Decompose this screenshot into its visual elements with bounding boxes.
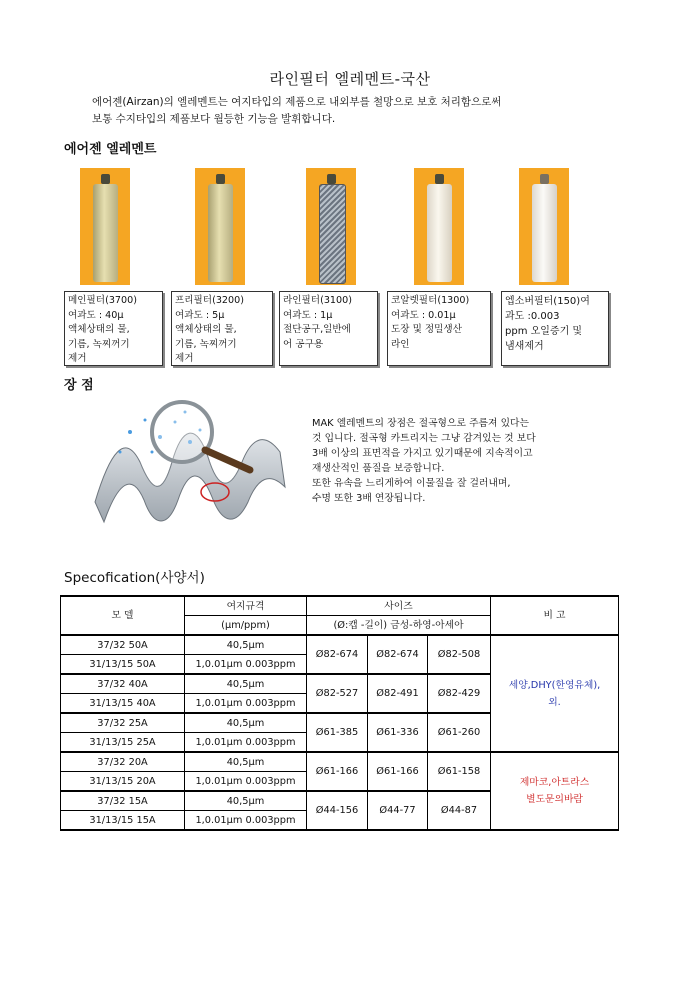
note-line: 세양,DHY(한영유체), bbox=[508, 679, 601, 691]
filter-cylinder bbox=[93, 184, 118, 282]
filter-cap bbox=[540, 174, 549, 184]
filter-cylinder bbox=[532, 184, 557, 282]
product-line: 여과도 : 0.01μ bbox=[391, 309, 456, 321]
grade-cell: 1,0.01μm 0.003ppm bbox=[185, 733, 307, 753]
product-line: 프리필터(3200) bbox=[175, 295, 244, 306]
page-title: 라인필터 엘레멘트-국산 bbox=[269, 70, 431, 88]
table-row bbox=[61, 752, 619, 772]
intro-text bbox=[92, 94, 612, 128]
model-cell: 31/13/15 20A bbox=[61, 772, 185, 792]
advantages-heading: 장 점 bbox=[64, 378, 94, 393]
size-cell: Ø61-158 bbox=[428, 752, 491, 791]
product-box bbox=[171, 291, 273, 366]
model-cell: 37/32 15A bbox=[61, 791, 185, 811]
grade-cell: 40,5μm bbox=[185, 713, 307, 733]
filter-cylinder bbox=[427, 184, 452, 282]
grade-cell: 1,0.01μm 0.003ppm bbox=[185, 694, 307, 714]
note-line: 별도문의바람 bbox=[526, 794, 583, 805]
size-cell: Ø44-77 bbox=[368, 791, 428, 830]
size-cell: Ø61-166 bbox=[368, 752, 428, 791]
grade-cell: 1,0.01μm 0.003ppm bbox=[185, 772, 307, 792]
header-size-sub: (Ø:캡 -길이) 금성-하영-아세아 bbox=[307, 616, 491, 636]
note-cell bbox=[491, 635, 619, 752]
advantages-text bbox=[312, 416, 612, 506]
advantage-line: 것 입니다. 절곡형 카트리지는 그냥 감겨있는 것 보다 bbox=[312, 433, 536, 444]
product-line: ppm 오일증기 및 bbox=[505, 326, 583, 337]
model-cell: 37/32 50A bbox=[61, 635, 185, 655]
note-line: 제마코,아트라스 bbox=[519, 777, 590, 788]
advantage-line: 재생산적인 품질을 보증합니다. bbox=[312, 463, 445, 474]
product-box bbox=[279, 291, 378, 366]
size-cell: Ø44-87 bbox=[428, 791, 491, 830]
product-box bbox=[64, 291, 163, 366]
header-size: 사이즈 bbox=[307, 596, 491, 616]
header-grade-unit: (μm/ppm) bbox=[185, 616, 307, 636]
header-grade: 여지규격 bbox=[185, 596, 307, 616]
model-cell: 31/13/15 15A bbox=[61, 811, 185, 831]
product-image bbox=[80, 168, 130, 285]
product-line: 도장 및 정밀생산 bbox=[391, 324, 462, 335]
size-cell: Ø82-429 bbox=[428, 674, 491, 713]
spec-title: Specofication(사양서) bbox=[64, 570, 205, 586]
filter-cap bbox=[101, 174, 110, 184]
product-image bbox=[306, 168, 356, 285]
product-line: 제거 bbox=[68, 353, 87, 364]
product-image bbox=[195, 168, 245, 285]
size-cell: Ø82-508 bbox=[428, 635, 491, 674]
grade-cell: 40,5μm bbox=[185, 752, 307, 772]
spec-table bbox=[60, 595, 619, 831]
product-line: 제거 bbox=[175, 353, 194, 364]
product-line: 기름, 녹찌꺼기 bbox=[175, 338, 237, 350]
product-line: 어 공구용 bbox=[283, 338, 324, 350]
grade-cell: 40,5μm bbox=[185, 635, 307, 655]
model-cell: 31/13/15 50A bbox=[61, 655, 185, 675]
intro-line: 에어젠(Airzan)의 엘레멘트는 여지타입의 제품으로 내외부를 철망으로 보호 처리함으로써 bbox=[92, 96, 502, 108]
size-cell: Ø82-491 bbox=[368, 674, 428, 713]
product-box bbox=[501, 291, 609, 366]
filter-cap bbox=[327, 174, 336, 184]
product-line: 절단공구,일반에 bbox=[283, 324, 351, 335]
advantage-line: MAK 엘레멘트의 장점은 절곡형으로 주름져 있다는 bbox=[312, 418, 529, 429]
model-cell: 31/13/15 25A bbox=[61, 733, 185, 753]
model-cell: 37/32 40A bbox=[61, 674, 185, 694]
size-cell: Ø61-260 bbox=[428, 713, 491, 752]
size-cell: Ø82-674 bbox=[307, 635, 368, 674]
header-note: 비 고 bbox=[491, 596, 619, 635]
product-image bbox=[414, 168, 464, 285]
product-line: 여과도 : 5μ bbox=[175, 309, 225, 321]
products-heading: 에어젠 엘레멘트 bbox=[64, 142, 157, 157]
grade-cell: 1,0.01μm 0.003ppm bbox=[185, 655, 307, 675]
grade-cell: 40,5μm bbox=[185, 791, 307, 811]
size-cell: Ø61-385 bbox=[307, 713, 368, 752]
size-cell: Ø82-527 bbox=[307, 674, 368, 713]
size-cell: Ø61-166 bbox=[307, 752, 368, 791]
filter-cylinder bbox=[208, 184, 233, 282]
product-line: 과도 :0.003 bbox=[505, 311, 560, 322]
model-cell: 31/13/15 40A bbox=[61, 694, 185, 714]
advantage-line: 3배 이상의 표면적을 가지고 있기때문에 지속적이고 bbox=[312, 448, 533, 459]
product-line: 액체상태의 물, bbox=[68, 324, 130, 335]
spec-header-row bbox=[61, 596, 619, 616]
note-cell bbox=[491, 752, 619, 830]
filter-cylinder bbox=[319, 184, 346, 284]
filter-cap bbox=[216, 174, 225, 184]
product-line: 코알렛필터(1300) bbox=[391, 295, 470, 306]
grade-cell: 40,5μm bbox=[185, 674, 307, 694]
filter-cap bbox=[435, 174, 444, 184]
advantage-line: 수명 또한 3배 연장됩니다. bbox=[312, 493, 426, 504]
model-cell: 37/32 20A bbox=[61, 752, 185, 772]
header-model: 모 델 bbox=[61, 596, 185, 635]
grade-cell: 1,0.01μm 0.003ppm bbox=[185, 811, 307, 831]
advantage-line: 또한 유속을 느리게하여 이물질을 잘 걸러내며, bbox=[312, 478, 511, 489]
product-line: 엡소버필터(150)여 bbox=[505, 296, 590, 307]
product-box bbox=[387, 291, 491, 366]
table-row bbox=[61, 635, 619, 655]
product-line: 라인 bbox=[391, 338, 410, 350]
product-image bbox=[519, 168, 569, 285]
product-line: 여과도 : 40μ bbox=[68, 309, 124, 321]
pleated-filter-illustration bbox=[90, 392, 290, 537]
product-line: 라인필터(3100) bbox=[283, 295, 352, 306]
product-line: 메인필터(3700) bbox=[68, 295, 137, 306]
product-line: 액체상태의 물, bbox=[175, 324, 237, 335]
product-line: 여과도 : 1μ bbox=[283, 309, 333, 321]
size-cell: Ø61-336 bbox=[368, 713, 428, 752]
product-line: 냄새제거 bbox=[505, 341, 544, 352]
product-line: 기름, 녹찌꺼기 bbox=[68, 338, 130, 350]
note-line: 외. bbox=[548, 696, 561, 708]
intro-line: 보통 수지타입의 제품보다 월등한 기능을 발휘합니다. bbox=[92, 113, 336, 125]
size-cell: Ø44-156 bbox=[307, 791, 368, 830]
model-cell: 37/32 25A bbox=[61, 713, 185, 733]
size-cell: Ø82-674 bbox=[368, 635, 428, 674]
